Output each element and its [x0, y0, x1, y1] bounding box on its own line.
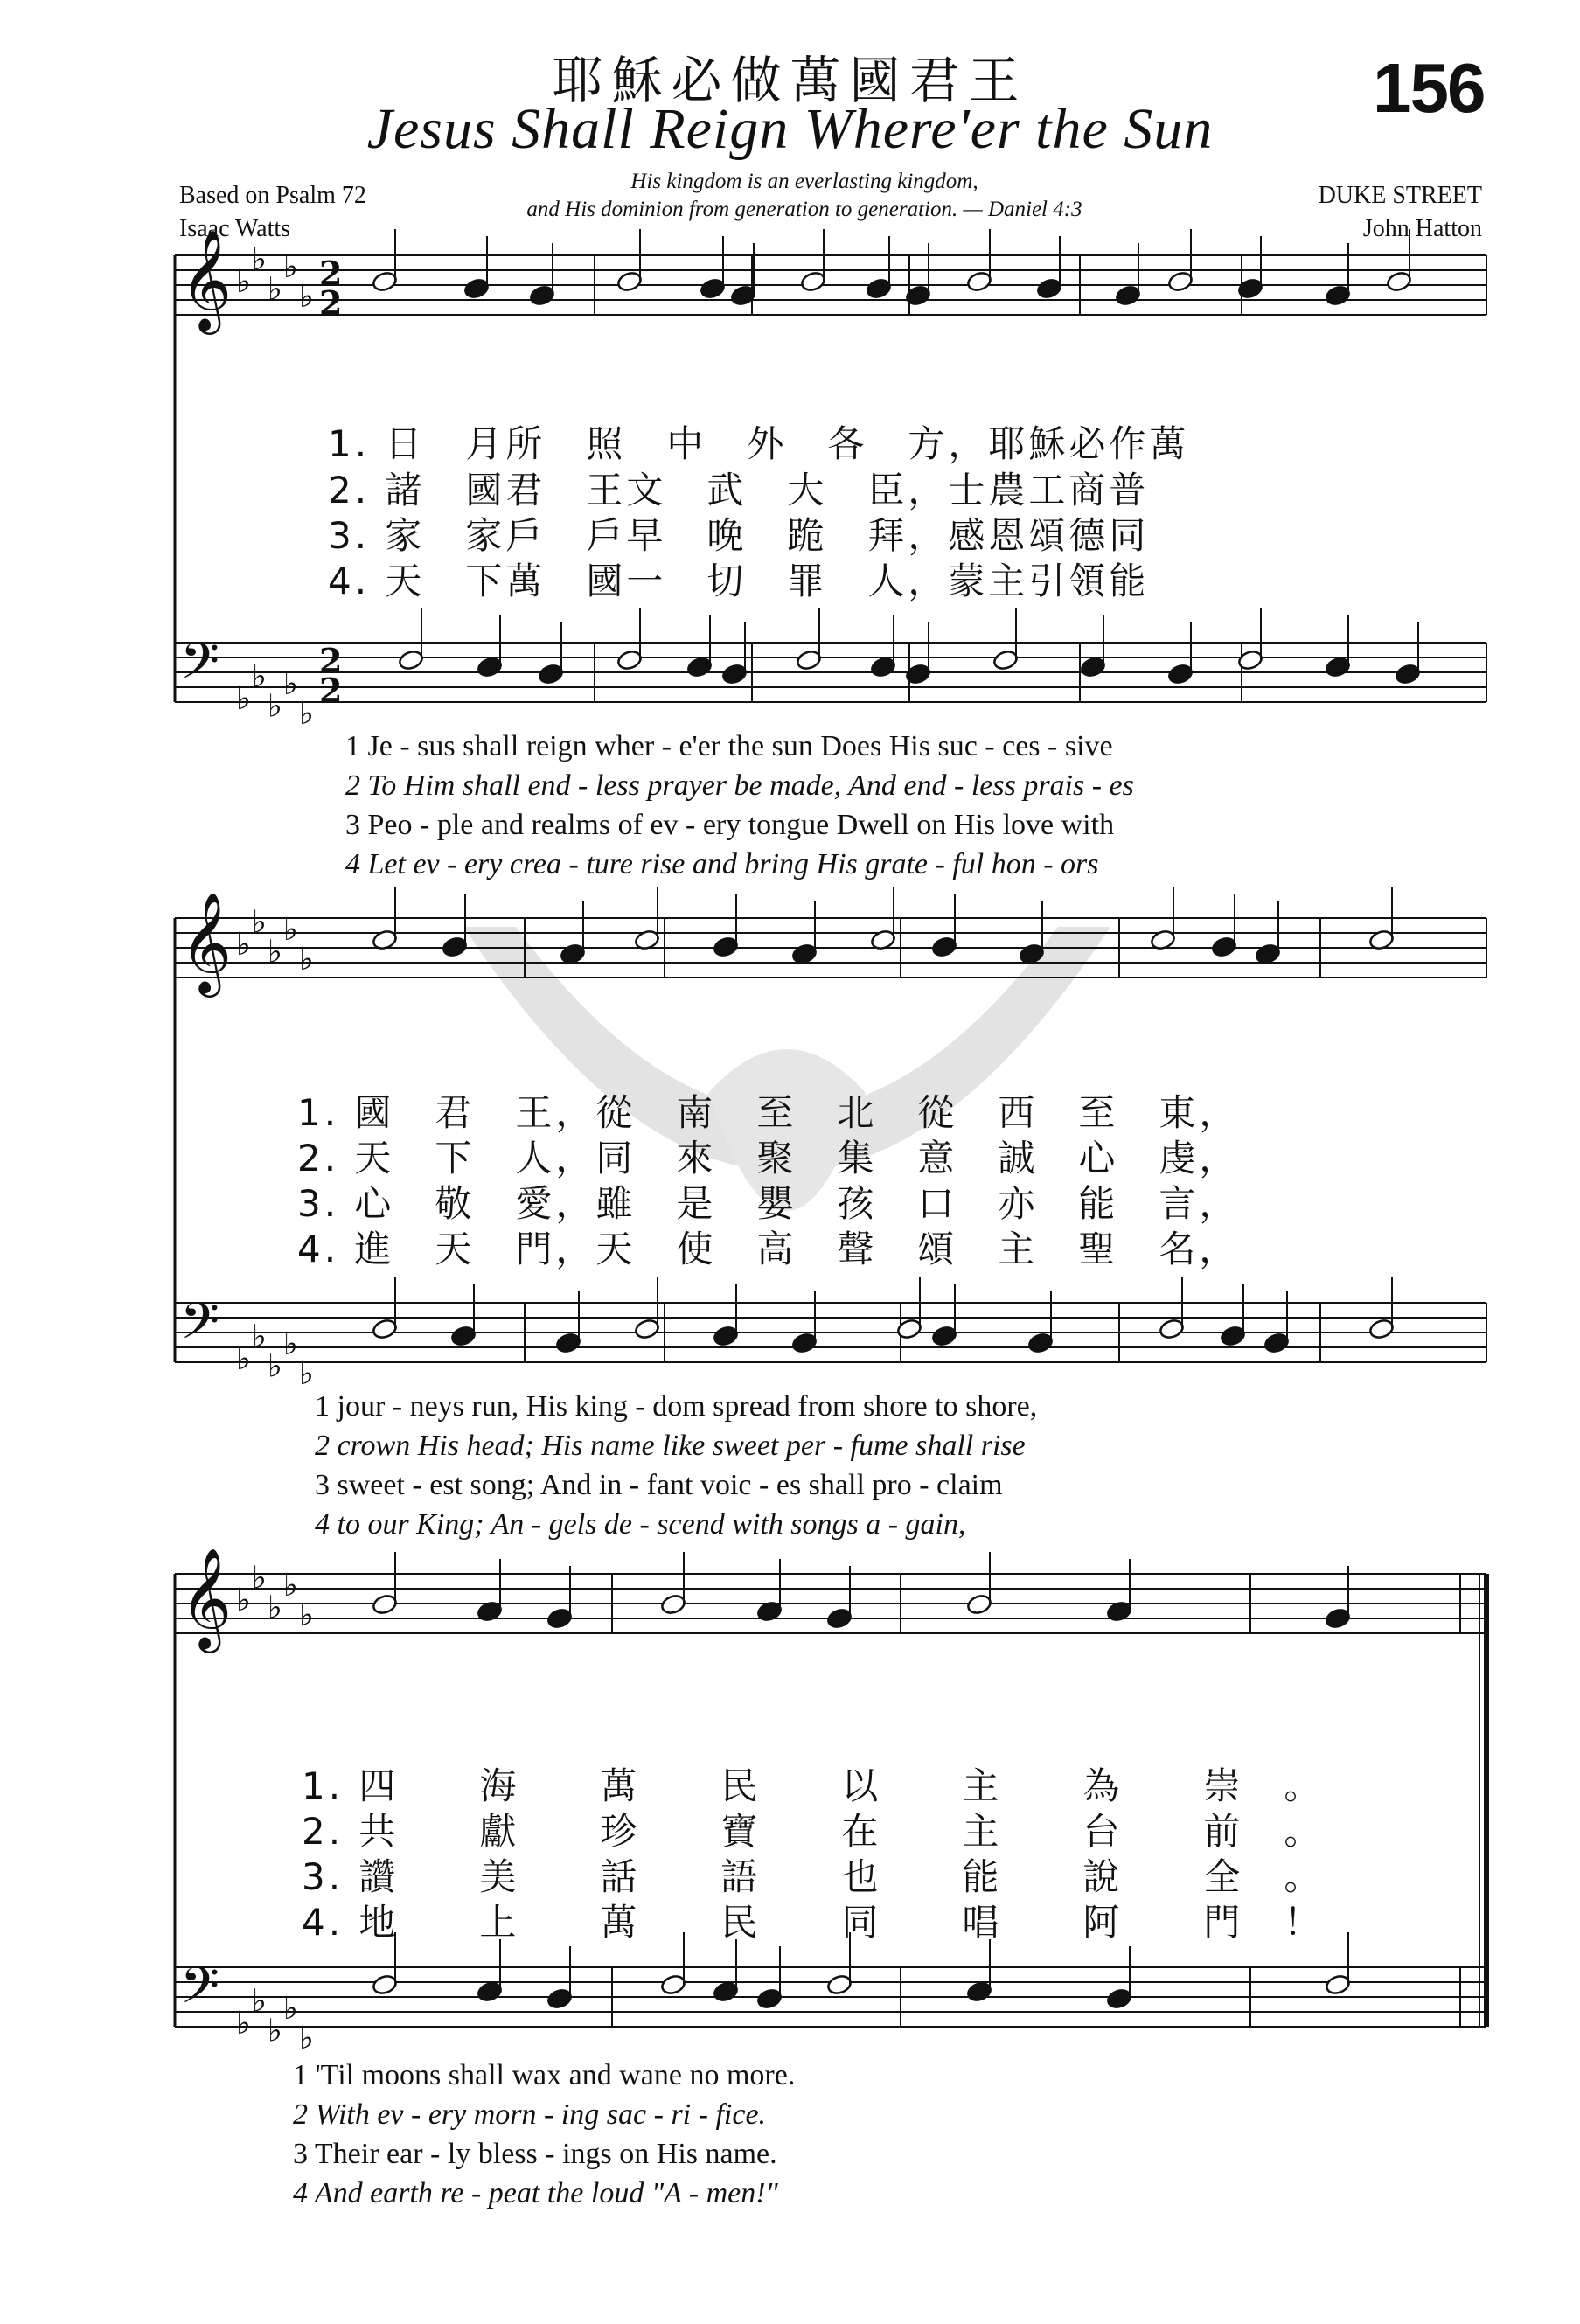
svg-text:𝄞: 𝄞 — [180, 891, 233, 993]
note-head — [1395, 663, 1422, 685]
svg-text:♭: ♭ — [268, 2013, 282, 2049]
system-1-en-verse-4: 4 Let ev - ery crea - ture rise and bring His grate - ful hon - ors — [345, 848, 1099, 880]
system-1-cn-verse-3: 3. 家 家戶 戶早 晚 跪 拜，感恩頌德同 — [328, 514, 1150, 557]
svg-text:♭: ♭ — [252, 241, 267, 278]
system-3-en-verse-4: 4 And earth re - peat the loud "A - men!" — [293, 2177, 778, 2209]
note-head — [1167, 663, 1194, 685]
scripture-line-2: and His dominion from generation to generation. — Daniel 4:3 — [526, 198, 1082, 221]
note-head — [1325, 1607, 1352, 1630]
note-head — [372, 1318, 399, 1340]
note-head — [1220, 1325, 1247, 1347]
svg-text:♭: ♭ — [268, 688, 282, 725]
svg-text:♭: ♭ — [236, 2006, 251, 2042]
svg-text:2: 2 — [319, 283, 343, 323]
note-head — [616, 649, 644, 671]
note-head — [700, 277, 727, 300]
system-1-en-verse-2: 2 To Him shall end - less prayer be made, And end - less prais - es — [345, 769, 1134, 802]
system-2-cn-verse-2: 2. 天 下 人，同 來 聚 集 意 誠 心 虔， — [297, 1137, 1240, 1179]
system-1-en-verse-3: 3 Peo - ple and realms of ev - ery tongue Dwell on His love with — [345, 809, 1115, 841]
note-head — [398, 649, 425, 671]
svg-text:2: 2 — [319, 671, 343, 710]
svg-text:♭: ♭ — [283, 912, 298, 948]
note-head — [721, 663, 748, 685]
note-head — [1036, 277, 1063, 300]
note-head — [1211, 936, 1238, 958]
text-source: Based on Psalm 72 — [179, 182, 366, 209]
svg-text:𝄞: 𝄞 — [180, 228, 233, 331]
svg-text:♭: ♭ — [299, 1597, 314, 1633]
note-head — [713, 1980, 740, 2003]
system-2-en-verse-2: 2 crown His head; His name like sweet per - fume shall rise — [315, 1430, 1026, 1462]
note-head — [372, 1973, 399, 1996]
note-head — [1027, 1332, 1054, 1354]
svg-text:♭: ♭ — [252, 658, 267, 695]
svg-text:𝄢: 𝄢 — [180, 631, 220, 703]
note-head — [1159, 1318, 1186, 1340]
system-3-en-verse-1: 1 'Til moons shall wax and wane no more. — [293, 2059, 796, 2091]
note-head — [966, 1593, 993, 1616]
system-2-en-verse-4: 4 to our King; An - gels de - scend with songs a - gain, — [315, 1508, 966, 1541]
note-head — [546, 1987, 574, 2010]
svg-text:𝄢: 𝄢 — [180, 1291, 220, 1363]
note-head — [463, 277, 491, 300]
note-head — [1386, 270, 1413, 293]
note-head — [1115, 284, 1142, 307]
system-2-en-verse-3: 3 sweet - est song; And in - fant voic - es shall pro - claim — [315, 1469, 1003, 1501]
note-head — [1368, 1318, 1396, 1340]
svg-text:♭: ♭ — [268, 1348, 282, 1385]
note-head — [1263, 1332, 1291, 1354]
note-head — [1325, 1973, 1352, 1996]
svg-text:2: 2 — [319, 254, 343, 293]
system-1-en-verse-1: 1 Je - sus shall reign wher - e'er the sun Does His suc - ces - sive — [345, 730, 1113, 762]
note-head — [450, 1325, 477, 1347]
note-head — [870, 656, 897, 678]
svg-text:♭: ♭ — [283, 666, 298, 702]
system-3-cn-verse-4: 4. 地 上 萬 民 同 唱 阿 門 ！ — [302, 1901, 1325, 1944]
note-head — [529, 284, 556, 307]
note-head — [546, 1607, 574, 1630]
note-head — [538, 663, 565, 685]
svg-text:♭: ♭ — [283, 1326, 298, 1362]
tune-name: DUKE STREET — [1318, 182, 1482, 209]
svg-text:♭: ♭ — [252, 1983, 267, 2020]
text-author: Isaac Watts — [179, 215, 291, 242]
svg-text:♭: ♭ — [236, 264, 251, 300]
note-head — [477, 656, 504, 678]
svg-text:♭: ♭ — [299, 942, 314, 978]
system-1-cn-verse-2: 2. 諸 國君 王文 武 大 臣，士農工商普 — [328, 469, 1150, 511]
note-head — [442, 936, 469, 958]
note-head — [372, 270, 399, 293]
note-head — [966, 1980, 993, 2003]
note-head — [555, 1332, 582, 1354]
svg-text:♭: ♭ — [299, 2021, 314, 2056]
svg-text:♭: ♭ — [268, 934, 282, 971]
svg-text:♭: ♭ — [299, 279, 314, 315]
svg-text:♭: ♭ — [252, 1560, 267, 1597]
svg-text:♭: ♭ — [283, 1568, 298, 1604]
svg-text:♭: ♭ — [299, 1356, 314, 1392]
note-head — [992, 649, 1020, 671]
note-head — [1325, 656, 1352, 678]
note-head — [931, 936, 958, 958]
system-3-cn-verse-1: 1. 四 海 萬 民 以 主 為 崇 。 — [302, 1764, 1325, 1807]
svg-text:♭: ♭ — [268, 271, 282, 308]
system-2-cn-verse-1: 1. 國 君 王，從 南 至 北 從 西 至 東， — [297, 1091, 1240, 1134]
note-head — [1106, 1987, 1133, 2010]
system-2-cn-verse-4: 4. 進 天 門，天 使 高 聲 頌 主 聖 名， — [297, 1228, 1240, 1270]
svg-text:♭: ♭ — [299, 696, 314, 732]
note-head — [866, 277, 893, 300]
note-head — [616, 270, 644, 293]
note-head — [1167, 270, 1194, 293]
hymn-title-english: Jesus Shall Reign Where'er the Sun — [366, 97, 1214, 161]
note-head — [1325, 284, 1352, 307]
note-head — [713, 936, 740, 958]
svg-text:♭: ♭ — [236, 1583, 251, 1618]
system-3-en-verse-2: 2 With ev - ery morn - ing sac - ri - fice. — [293, 2098, 767, 2131]
system-3-en-verse-3: 3 Their ear - ly bless - ings on His name. — [293, 2138, 777, 2170]
svg-text:♭: ♭ — [236, 681, 251, 717]
system-3-cn-verse-2: 2. 共 獻 珍 寶 在 主 台 前 。 — [302, 1810, 1325, 1853]
note-head — [796, 649, 823, 671]
note-head — [966, 270, 993, 293]
note-head — [791, 1332, 818, 1354]
system-2-cn-verse-3: 3. 心 敬 愛，雖 是 嬰 孩 口 亦 能 言， — [297, 1182, 1240, 1225]
note-head — [372, 1593, 399, 1616]
hymn-number: 156 — [1373, 49, 1485, 127]
note-head — [800, 270, 827, 293]
system-1-cn-verse-4: 4. 天 下萬 國一 切 罪 人，蒙主引領能 — [328, 560, 1150, 602]
svg-text:𝄢: 𝄢 — [180, 1956, 220, 2028]
note-head — [826, 1607, 853, 1630]
note-head — [713, 1325, 740, 1347]
note-head — [756, 1987, 783, 2010]
note-head — [660, 1973, 687, 1996]
hymn-title-chinese: 耶穌必做萬國君王 — [552, 52, 1028, 109]
svg-text:𝄞: 𝄞 — [180, 1547, 233, 1649]
svg-text:♭: ♭ — [283, 1991, 298, 2027]
svg-text:♭: ♭ — [236, 927, 251, 963]
system-3-cn-verse-3: 3. 讚 美 話 語 也 能 說 全 。 — [302, 1855, 1325, 1898]
scripture-line-1: His kingdom is an everlasting kingdom, — [630, 170, 978, 193]
note-head — [686, 656, 713, 678]
svg-text:♭: ♭ — [283, 249, 298, 285]
svg-text:♭: ♭ — [252, 1319, 267, 1355]
note-head — [634, 1318, 661, 1340]
svg-text:2: 2 — [319, 641, 343, 680]
system-2-en-verse-1: 1 jour - neys run, His king - dom spread from shore to shore, — [315, 1390, 1038, 1423]
system-1-cn-verse-1: 1. 日 月所 照 中 外 各 方，耶穌必作萬 — [328, 422, 1190, 465]
svg-text:♭: ♭ — [236, 1341, 251, 1377]
note-head — [1080, 656, 1107, 678]
svg-text:♭: ♭ — [268, 1590, 282, 1626]
note-head — [826, 1973, 853, 1996]
note-head — [660, 1593, 687, 1616]
svg-text:♭: ♭ — [252, 904, 267, 941]
note-head — [477, 1980, 504, 2003]
note-head — [931, 1325, 958, 1347]
composer: John Hatton — [1362, 215, 1482, 242]
